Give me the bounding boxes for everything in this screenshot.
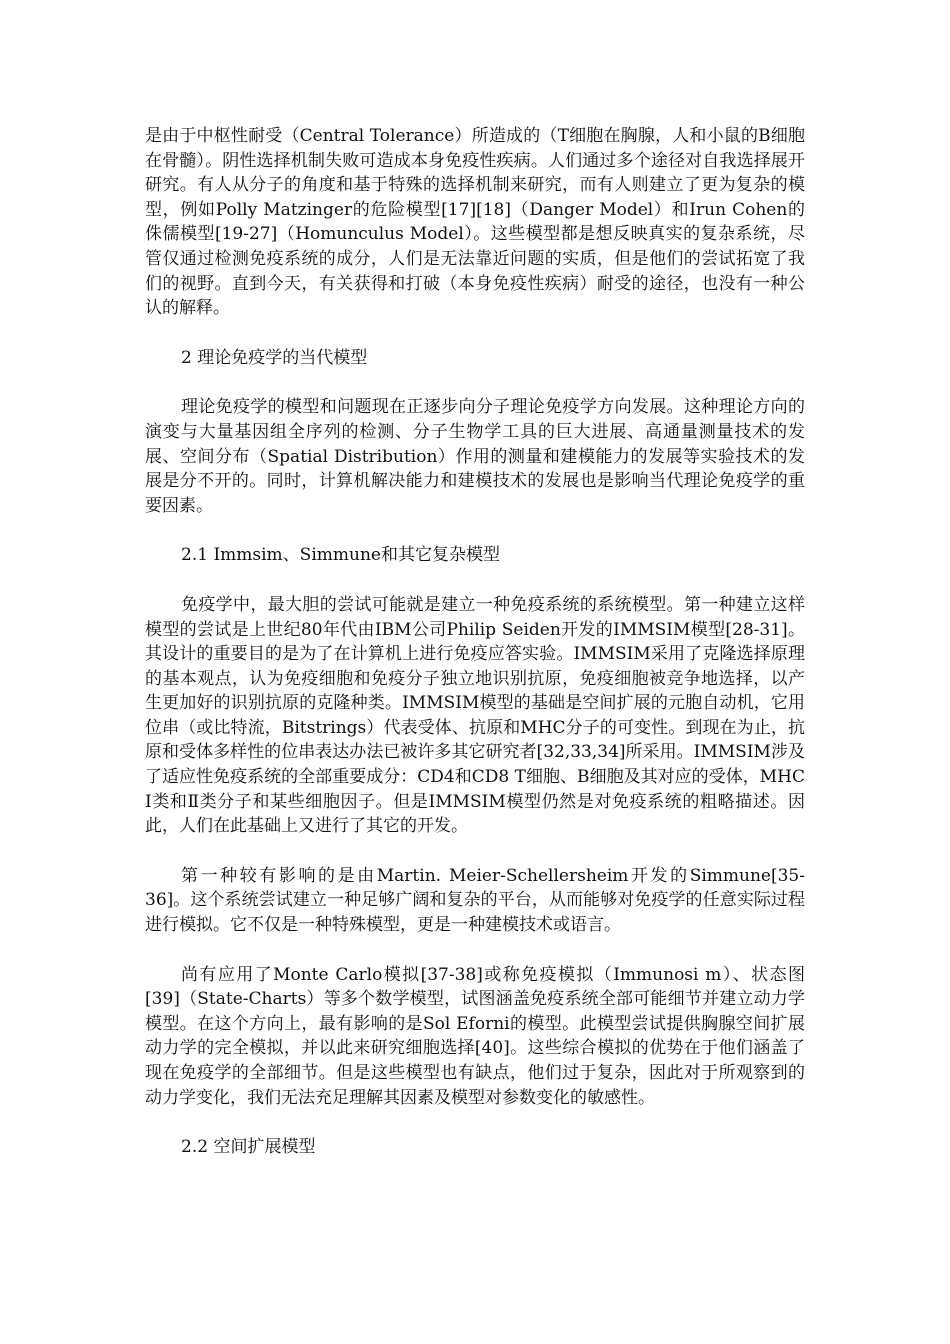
paragraph-continuation: 是由于中枢性耐受（Central Tolerance）所造成的（T细胞在胸腺，人和小鼠的B细胞在骨髓）。阴性选择机制失败可造成本身免疫性疾病。人们通过多个途径对自我选择展开研究。有人从分子的角度和基于特殊的选择机制来研究，而有人则建立了更为复杂的模型，例如Polly Matzinger的危险模型[17][18]（Danger Model）和Irun Cohen的侏儒模型[19-27]（Homunculus Model）。这些模型都是想反映真实的复杂系统，尽管仅通过检测免疫系统的成分，人们是无法靠近问题的实质，但是他们的尝试拓宽了我们的视野。直到今天，有关获得和打破（本身免疫性疾病）耐受的途径，也没有一种公认的解释。	[145, 126, 805, 319]
document-body	[145, 124, 805, 1185]
section-heading-2-1: 2.1 Immsim、Simmune和其它复杂模型	[181, 545, 500, 566]
paragraph-section-2: 理论免疫学的模型和问题现在正逐步向分子理论免疫学方向发展。这种理论方向的演变与大量基因组全序列的检测、分子生物学工具的巨大进展、高通量测量技术的发展、空间分布（Spatial Distribution）作用的测量和建模能力的发展等实验技术的发展是分不开的。同时，计算机解决能力和建模技术的发展也是影响当代理论免疫学的重要因素。	[145, 397, 805, 516]
section-heading-2: 2 理论免疫学的当代模型	[181, 347, 368, 368]
paragraph-other-models: 尚有应用了Monte Carlo模拟[37-38]或称免疫模拟（Immunosi m）、状态图[39]（State-Charts）等多个数学模型，试图涵盖免疫系统全部可能细节并建立动力学模型。在这个方向上，最有影响的是Sol Eforni的模型。此模型尝试提供胸腺空间扩展动力学的完全模拟，并以此来研究细胞选择[40]。这些综合模拟的优势在于他们涵盖了现在免疫学的全部细节。但是这些模型也有缺点，他们过于复杂，因此对于所观察到的动力学变化，我们无法充足理解其因素及模型对参数变化的敏感性。	[145, 964, 805, 1108]
paragraph-simmune: 第一种较有影响的是由Martin. Meier-Schellersheim开发的Simmune[35-36]。这个系统尝试建立一种足够广阔和复杂的平台，从而能够对免疫学的任意实际过程进行模拟。它不仅是一种特殊模型，更是一种建模技术或语言。	[145, 865, 805, 936]
section-heading-2-2: 2.2 空间扩展模型	[181, 1137, 316, 1158]
paragraph-immsim: 免疫学中，最大胆的尝试可能就是建立一种免疫系统的系统模型。第一种建立这样模型的尝试是上世纪80年代由IBM公司Philip Seiden开发的IMMSIM模型[28-31]。其设计的重要目的是为了在计算机上进行免疫应答实验。IMMSIM采用了克隆选择原理的基本观点，认为免疫细胞和免疫分子独立地识别抗原，免疫细胞被竞争地选择，以产生更加好的识别抗原的克隆种类。IMMSIM模型的基础是空间扩展的元胞自动机，它用位串（或比特流，Bitstrings）代表受体、抗原和MHC分子的可变性。到现在为止，抗原和受体多样性的位串表达办法已被许多其它研究者[32,33,34]所采用。IMMSIM涉及了适应性免疫系统的全部重要成分：CD4和CD8 T细胞、B细胞及其对应的受体，MHC Ⅰ类和Ⅱ类分子和某些细胞因子。但是IMMSIM模型仍然是对免疫系统的粗略描述。因此，人们在此基础上又进行了其它的开发。	[145, 594, 805, 837]
